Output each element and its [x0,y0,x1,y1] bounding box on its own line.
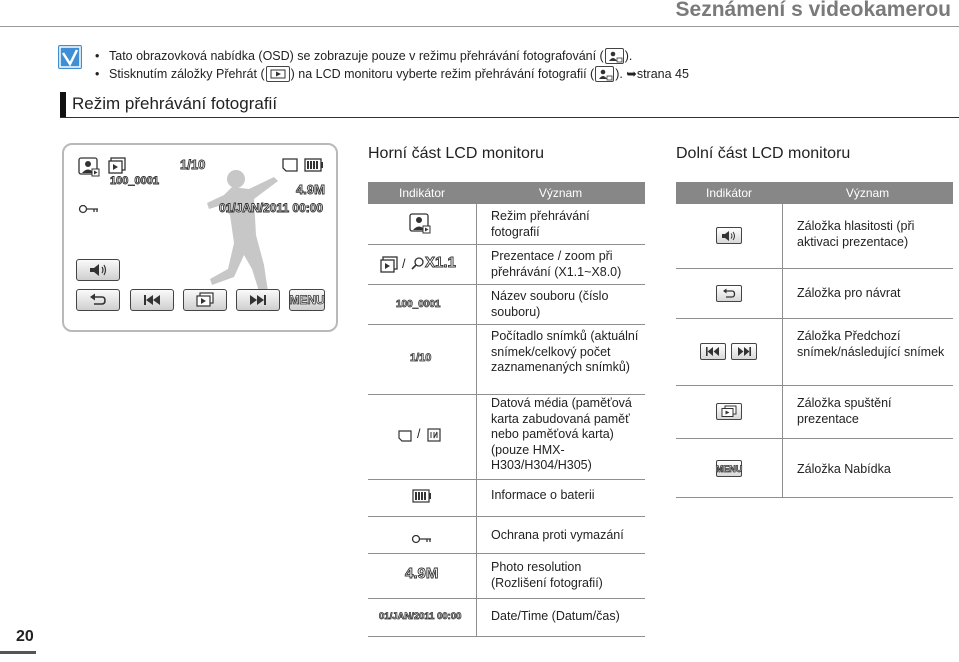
table-cell-meaning: Záložka spuštění prezentace [797,396,892,426]
play-tab-icon [266,66,290,82]
lcd-filename: 100_0001 [110,175,159,187]
table-cell-meaning: Záložka hlasitosti (při aktivaci prezentace) [797,219,915,249]
table-cell-meaning: Záložka pro návrat [797,286,901,300]
bottom-lcd-title: Dolní část LCD monitoru [676,145,851,162]
battery-icon [412,489,432,503]
row-divider [368,516,645,517]
table-cell-meaning: Datová média (paměťová karta zabudovaná paměť nebo paměťová karta) (pouze HMX-H303/H304/H305) [491,396,632,472]
row-divider [368,479,645,480]
datetime-indicator: 01/JAN/2011 00:00 [379,611,462,622]
battery-icon [304,158,324,172]
table-cell-meaning: Prezentace / zoom při přehrávání (X1.1~X8.0) [491,249,622,279]
page-reference: strana 45 [636,67,689,81]
photo-playback-icon [595,66,614,82]
lcd-datetime: 01/JAN/2011 00:00 [219,201,324,215]
skip-forward-icon [248,293,268,307]
header-divider [0,26,959,27]
page-number-underline [0,651,36,654]
slideshow-icon [380,256,398,273]
note-check-icon [58,45,82,69]
chapter-title: Seznámení s videokamerou [675,0,951,21]
skip-forward-icon [731,343,757,360]
row-divider [368,244,645,245]
menu-indicator: MENU [715,463,743,474]
menu-indicator-box [716,460,742,477]
photo-playback-icon [605,48,624,64]
row-divider [368,324,645,325]
menu-button[interactable] [289,289,325,311]
slideshow-button[interactable] [183,289,227,311]
protect-key-icon [411,531,433,541]
memory-card-icon [398,429,412,441]
slideshow-icon [716,403,742,420]
table-cell-meaning: Záložka Nabídka [797,462,891,476]
page-number: 20 [16,628,34,645]
page-reference-arrow-icon: ➥ [626,67,637,81]
section-title: Režim přehrávání fotografií [72,94,278,113]
note-item: • Stisknutím záložky Přehrát ( ) na LCD monitoru vyberte režim přehrávání fotografií ( ). ➥strana 45 [95,65,689,83]
table-cell-meaning: Photo resolution (Rozlišení fotografií) [491,560,603,590]
return-icon [716,285,742,302]
row-divider [368,636,645,637]
previous-button[interactable] [130,289,174,311]
section-marker [60,92,66,118]
header-meaning: Význam [845,186,890,200]
built-in-memory-icon [427,428,441,442]
table-cell-meaning: Počítadlo snímků (aktuální snímek/celkový počet zaznamenaných snímků) [491,329,639,374]
row-divider [676,268,953,269]
table-cell-meaning: Název souboru (číslo souboru) [491,289,609,319]
table-cell-meaning: Režim přehrávání fotografií [491,209,590,239]
separator-slash: / [402,257,406,271]
row-divider [676,318,953,319]
row-divider [368,553,645,554]
table-cell-meaning: Informace o baterii [491,488,595,502]
lcd-screen-illustration [62,143,338,332]
separator-slash: / [417,427,421,441]
table-cell-meaning: Záložka Předchozí snímek/následující snímek [797,329,945,359]
row-divider [368,598,645,599]
row-divider [676,438,953,439]
volume-button[interactable] [76,259,120,281]
row-divider [368,284,645,285]
bottom-table-column-divider [782,204,783,498]
top-lcd-title: Horní část LCD monitoru [368,145,545,162]
protect-key-icon [78,201,100,211]
return-icon [89,293,107,307]
row-divider [676,497,953,498]
return-button[interactable] [76,289,120,311]
top-table-header [368,182,645,204]
zoom-indicator: X1.1 [425,254,456,271]
header-indicator: Indikátor [705,186,753,200]
menu-button-label: MENU [289,293,325,307]
photo-playback-icon [409,213,431,235]
next-button[interactable] [236,289,280,311]
row-divider [368,394,645,395]
counter-indicator: 1/10 [410,352,432,364]
volume-icon [716,227,742,244]
lcd-counter: 1/10 [180,157,206,172]
filename-indicator: 100_0001 [396,299,441,310]
slideshow-icon [195,292,215,308]
skip-back-icon [142,293,162,307]
header-indicator: Indikátor [398,186,446,200]
bottom-table-header [676,182,953,204]
lcd-resolution: 4.9M [296,182,325,197]
note-item: • Tato obrazovková nabídka (OSD) se zobrazuje pouze v režimu přehrávání fotografování ( ). [95,47,689,65]
skip-back-icon [700,343,726,360]
row-divider [676,385,953,386]
table-cell-meaning: Date/Time (Datum/čas) [491,609,620,623]
top-table-column-divider [476,204,477,636]
photo-playback-icon [78,157,100,177]
resolution-indicator: 4.9M [405,565,439,582]
header-meaning: Význam [538,186,583,200]
table-cell-meaning: Ochrana proti vymazání [491,528,624,542]
zoom-icon [411,256,425,270]
section-divider [60,117,959,118]
memory-card-icon [282,158,298,172]
volume-icon [88,263,108,277]
slideshow-icon [108,157,126,174]
notes-list [95,47,689,83]
